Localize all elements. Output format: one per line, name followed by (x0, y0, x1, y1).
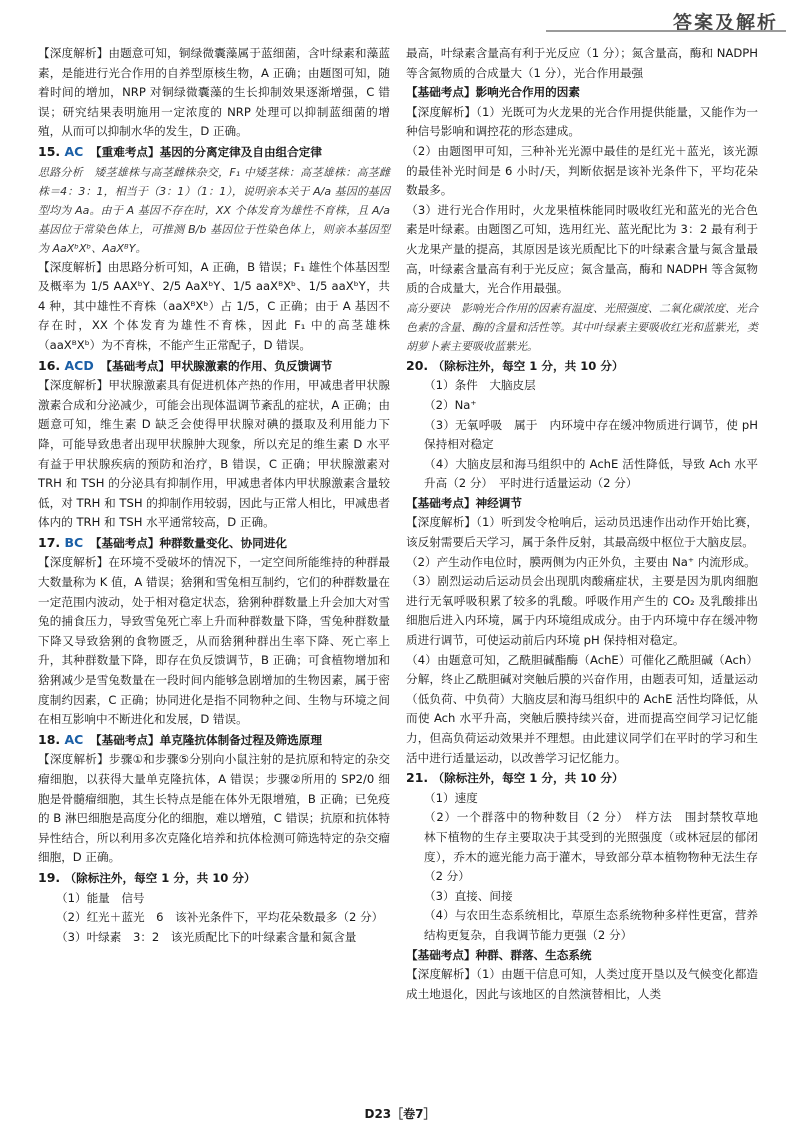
answer-line: （3）叶绿素 3：2 该光质配比下的叶绿素含量和氮含量 (56, 929, 357, 944)
explanation-paragraph: （3）进行光合作用时，火龙果植株能同时吸收红光和蓝光的光合色素是叶绿素。由题图乙可知，选用红光、蓝光配比为 3：2 最有利于火龙果产量的提高，其原因是该光质配比下的叶绿素含量与氮含量最高，叶绿素含量高有利于光反应；氮含量高，酶和 NADPH 等含氮物质的合成量大，光合作用最强。 (406, 202, 758, 296)
explanation-paragraph: 【深度解析】在环境不受破坏的情况下，一定空间所能维持的种群最大数量称为 K 值，A 错误；猞猁和雪兔相互制约，它们的种群数量在一定范围内波动，处于相对稳定状态，猞猁种群数量上升会加大对雪兔的捕食压力，导致雪兔死亡率上升而种群数量下降，雪兔种群数量下降又导致猞猁的食物匮乏，从而猞猁种群出生率下降、死亡率上升，其种群数量下降，即存在负反馈调节，B 正确；可食植物增加和猞猁减少是雪兔数量在一段时间内能够急剧增加的生物因素，属于密度制约因素，C 正确；协同进化是指不同物种之间、生物与环境之间在相互影响中不断进化和发展，D 错误。 (38, 555, 390, 727)
explanation-paragraph: 【深度解析】由题意可知，铜绿微囊藻属于蓝细菌，含叶绿素和藻蓝素，是能进行光合作用的自养型原核生物，A 正确；由题图可知，随着时间的增加，NRP 对铜绿微囊藻的生长抑制效果逐渐增强，C 错误；研究结果表明施用一定浓度的 NRP 处理可以抑制蓝细菌的增殖，从而可以抑制水华的发生，D 正确。 (38, 46, 390, 139)
question-number: 16. (38, 357, 65, 373)
explanation-paragraph: （2）由题图甲可知，三种补光光源中最佳的是红光＋蓝光，该光源的最佳补光时间是 6 小时/天，判断依据是该补光条件下，平均花朵数最多。 (406, 143, 758, 198)
answer-line: （2）Na⁺ (424, 397, 477, 412)
question-header (406, 768, 758, 789)
topic-line: 【基础考点】影响光合作用的因素 (406, 85, 580, 100)
topic-line: 【基础考点】种群、群落、生态系统 (406, 947, 592, 962)
explanation-paragraph: 【深度解析】（1）听到发令枪响后，运动员迅速作出动作开始比赛，该反射需要后天学习，属于条件反射，其最高级中枢位于大脑皮层。 (406, 515, 758, 550)
explanation-paragraph: 最高，叶绿素含量高有利于光反应（1 分）；氮含量高，酶和 NADPH 等含氮物质的合成量大（1 分），光合作用最强 (406, 46, 758, 80)
answer-line: （3）无氧呼吸 属于 内环境中存在缓冲物质进行调节，使 pH 保持相对稳定 (424, 417, 758, 452)
answer-line: （1）速度 (424, 790, 478, 805)
question-header (38, 142, 390, 163)
explanation-paragraph: 【深度解析】甲状腺激素具有促进机体产热的作用，甲减患者甲状腺激素合成和分泌减少，可能会出现体温调节紊乱的症状，A 正确；由题意可知，维生素 D 缺乏会使得甲状腺对碘的摄取及利用能力下降，可能导致患者出现甲状腺肿大现象，所以充足的维生素 D 水平有益于甲状腺疾病的预防和治疗，B 错误，C 正确；甲状腺激素对 TRH 和 TSH 的分泌具有抑制作用，甲减患者体内甲状腺激素含量较低，对 TRH 和 TSH 的抑制作用较弱，因此与正常人相比，甲减患者体内的 TRH 和 TSH 水平通常较高，D 正确。 (38, 378, 390, 530)
header-rule (546, 30, 786, 32)
right-column (406, 44, 770, 1004)
question-topic: 【基础考点】种群数量变化、协同进化 (95, 535, 287, 550)
explanation-paragraph: （3）剧烈运动后运动员会出现肌肉酸痛症状，主要是因为肌肉细胞进行无氧呼吸积累了较多的乳酸。呼吸作用产生的 CO₂ 及乳酸排出细胞后进入内环境，属于内环境组成成分。由于内环境中存在缓冲物质进行调节，可使运动前后内环境 pH 保持相对稳定。 (406, 574, 758, 648)
topic-line: 【基础考点】神经调节 (406, 495, 522, 510)
answer-key: ACD (64, 357, 107, 373)
answer-line: （1）能量 信号 (56, 890, 145, 905)
question-number: 17. (38, 534, 65, 550)
question-number: 18. (38, 731, 65, 747)
question-number: 15. (38, 143, 65, 159)
explanation-paragraph: （2）产生动作电位时，膜两侧为内正外负，主要由 Na⁺ 内流形成。 (406, 554, 756, 569)
question-header (406, 356, 758, 377)
analysis-note: 高分要诀 影响光合作用的因素有温度、光照强度、二氧化碳浓度、光合色素的含量、酶的含量和活性等。其中叶绿素主要吸收红光和蓝紫光，类胡萝卜素主要吸收蓝紫光。 (406, 301, 758, 353)
explanation-paragraph: 【深度解析】由思路分析可知，A 正确，B 错误；F₁ 雄性个体基因型及概率为 1/5 AAXᵇY、2/5 AaXᵇY、1/5 aaXᴮXᵇ、1/5 aaXᵇY，共 4 种，其中雄性不育株（aaXᴮXᵇ）占 1/5，C 正确；由于 A 基因不存在时，XX 个体发育为雄性不育株，因此 F₁ 中的高茎雄株（aaXᴮXᵇ）为不育株，不能产生正常配子，D 错误。 (38, 259, 390, 352)
question-header (38, 730, 390, 751)
question-header (38, 533, 390, 554)
page-header-title: 答案及解析 (672, 12, 778, 34)
question-topic: 【重难考点】基因的分离定律及自由组合定律 (95, 144, 322, 159)
question-header (38, 356, 390, 377)
answer-line: （1）条件 大脑皮层 (424, 378, 536, 393)
answer-key: AC (64, 731, 96, 747)
explanation-paragraph: 【深度解析】（1）由题干信息可知，人类过度开垦以及气候变化都造成土地退化，因此与该地区的自然演替相比，人类 (406, 967, 758, 1001)
question-number: 20. (406, 357, 433, 373)
analysis-note: 思路分析 矮茎雄株与高茎雌株杂交，F₁ 中矮茎株：高茎雄株：高茎雌株＝4：3：1，相当于（3：1）（1：1），说明亲本关于 A/a 基因的基因型均为 Aa。由于 A 基因不存在时，XX 个体发育为雄性不育株，且 A/a 基因位于常染色体上，可推测 B/b 基因位于性染色体上，则亲本基因型为 AaXᵇXᵇ、AaXᴮY。 (38, 165, 390, 255)
explanation-paragraph: 【深度解析】（1）光既可为火龙果的光合作用提供能量，又能作为一种信号影响和调控花的形态建成。 (406, 104, 758, 139)
explanation-paragraph: （4）由题意可知，乙酰胆碱酯酶（AchE）可催化乙酰胆碱（Ach）分解，终止乙酰胆碱对突触后膜的兴奋作用，由题表可知，适量运动（低负荷、中负荷）大脑皮层和海马组织中的 AchE 活性均降低，从而使 Ach 水平升高，突触后膜持续兴奋，进而提高空间学习记忆能力，但高负荷运动效果并不理想。由此建议同学们在平时的学习和生活中进行适量运动，以改善学习记忆能力。 (406, 652, 758, 765)
explanation-paragraph: 【深度解析】步骤①和步骤⑤分别向小鼠注射的是抗原和特定的杂交瘤细胞，以获得大量单克隆抗体，A 错误；步骤②所用的 SP2/0 细胞是骨髓瘤细胞，其生长特点是能在体外无限增殖，B 正确；已免疫的 B 淋巴细胞是高度分化的细胞，难以增殖，C 错误；抗原和抗体特异性结合，所以利用多次克隆化培养和抗体检测可筛选特定的杂交瘤细胞，D 正确。 (38, 752, 390, 865)
question-topic: （除标注外，每空 1 分，共 10 分） (64, 870, 256, 885)
question-header (38, 868, 390, 889)
answer-key: AC (64, 143, 96, 159)
question-topic: 【基础考点】单克隆抗体制备过程及筛选原理 (95, 732, 322, 747)
answer-line: （3）直接、间接 (424, 888, 513, 903)
answer-line: （2）红光＋蓝光 6 该补光条件下，平均花朵数最多（2 分） (56, 910, 384, 925)
answer-line: （4）与农田生态系统相比，草原生态系统物种多样性更富，营养结构更复杂，自我调节能力更强（2 分） (424, 908, 758, 942)
answer-line: （2）一个群落中的物种数目（2 分） 样方法 围封禁牧草地 林下植物的生存主要取决于其受到的光照强度（或林冠层的郁闭度），乔木的遮光能力高于灌木，导致部分草本植物物种无法生存（2 分） (424, 810, 770, 884)
question-number: 19. (38, 869, 65, 885)
answer-key: BC (64, 534, 96, 550)
question-topic: （除标注外，每空 1 分，共 10 分） (432, 358, 624, 373)
question-topic: 【基础考点】甲状腺激素的作用、负反馈调节 (106, 358, 333, 373)
answer-line: （4）大脑皮层和海马组织中的 AchE 活性降低，导致 Ach 水平升高（2 分） 平时进行适量运动（2 分） (424, 456, 758, 491)
page-footer: D23［卷7］ (364, 1107, 436, 1121)
left-column (38, 44, 390, 947)
question-topic: （除标注外，每空 1 分，共 10 分） (432, 771, 624, 786)
question-number: 21. (406, 770, 433, 786)
